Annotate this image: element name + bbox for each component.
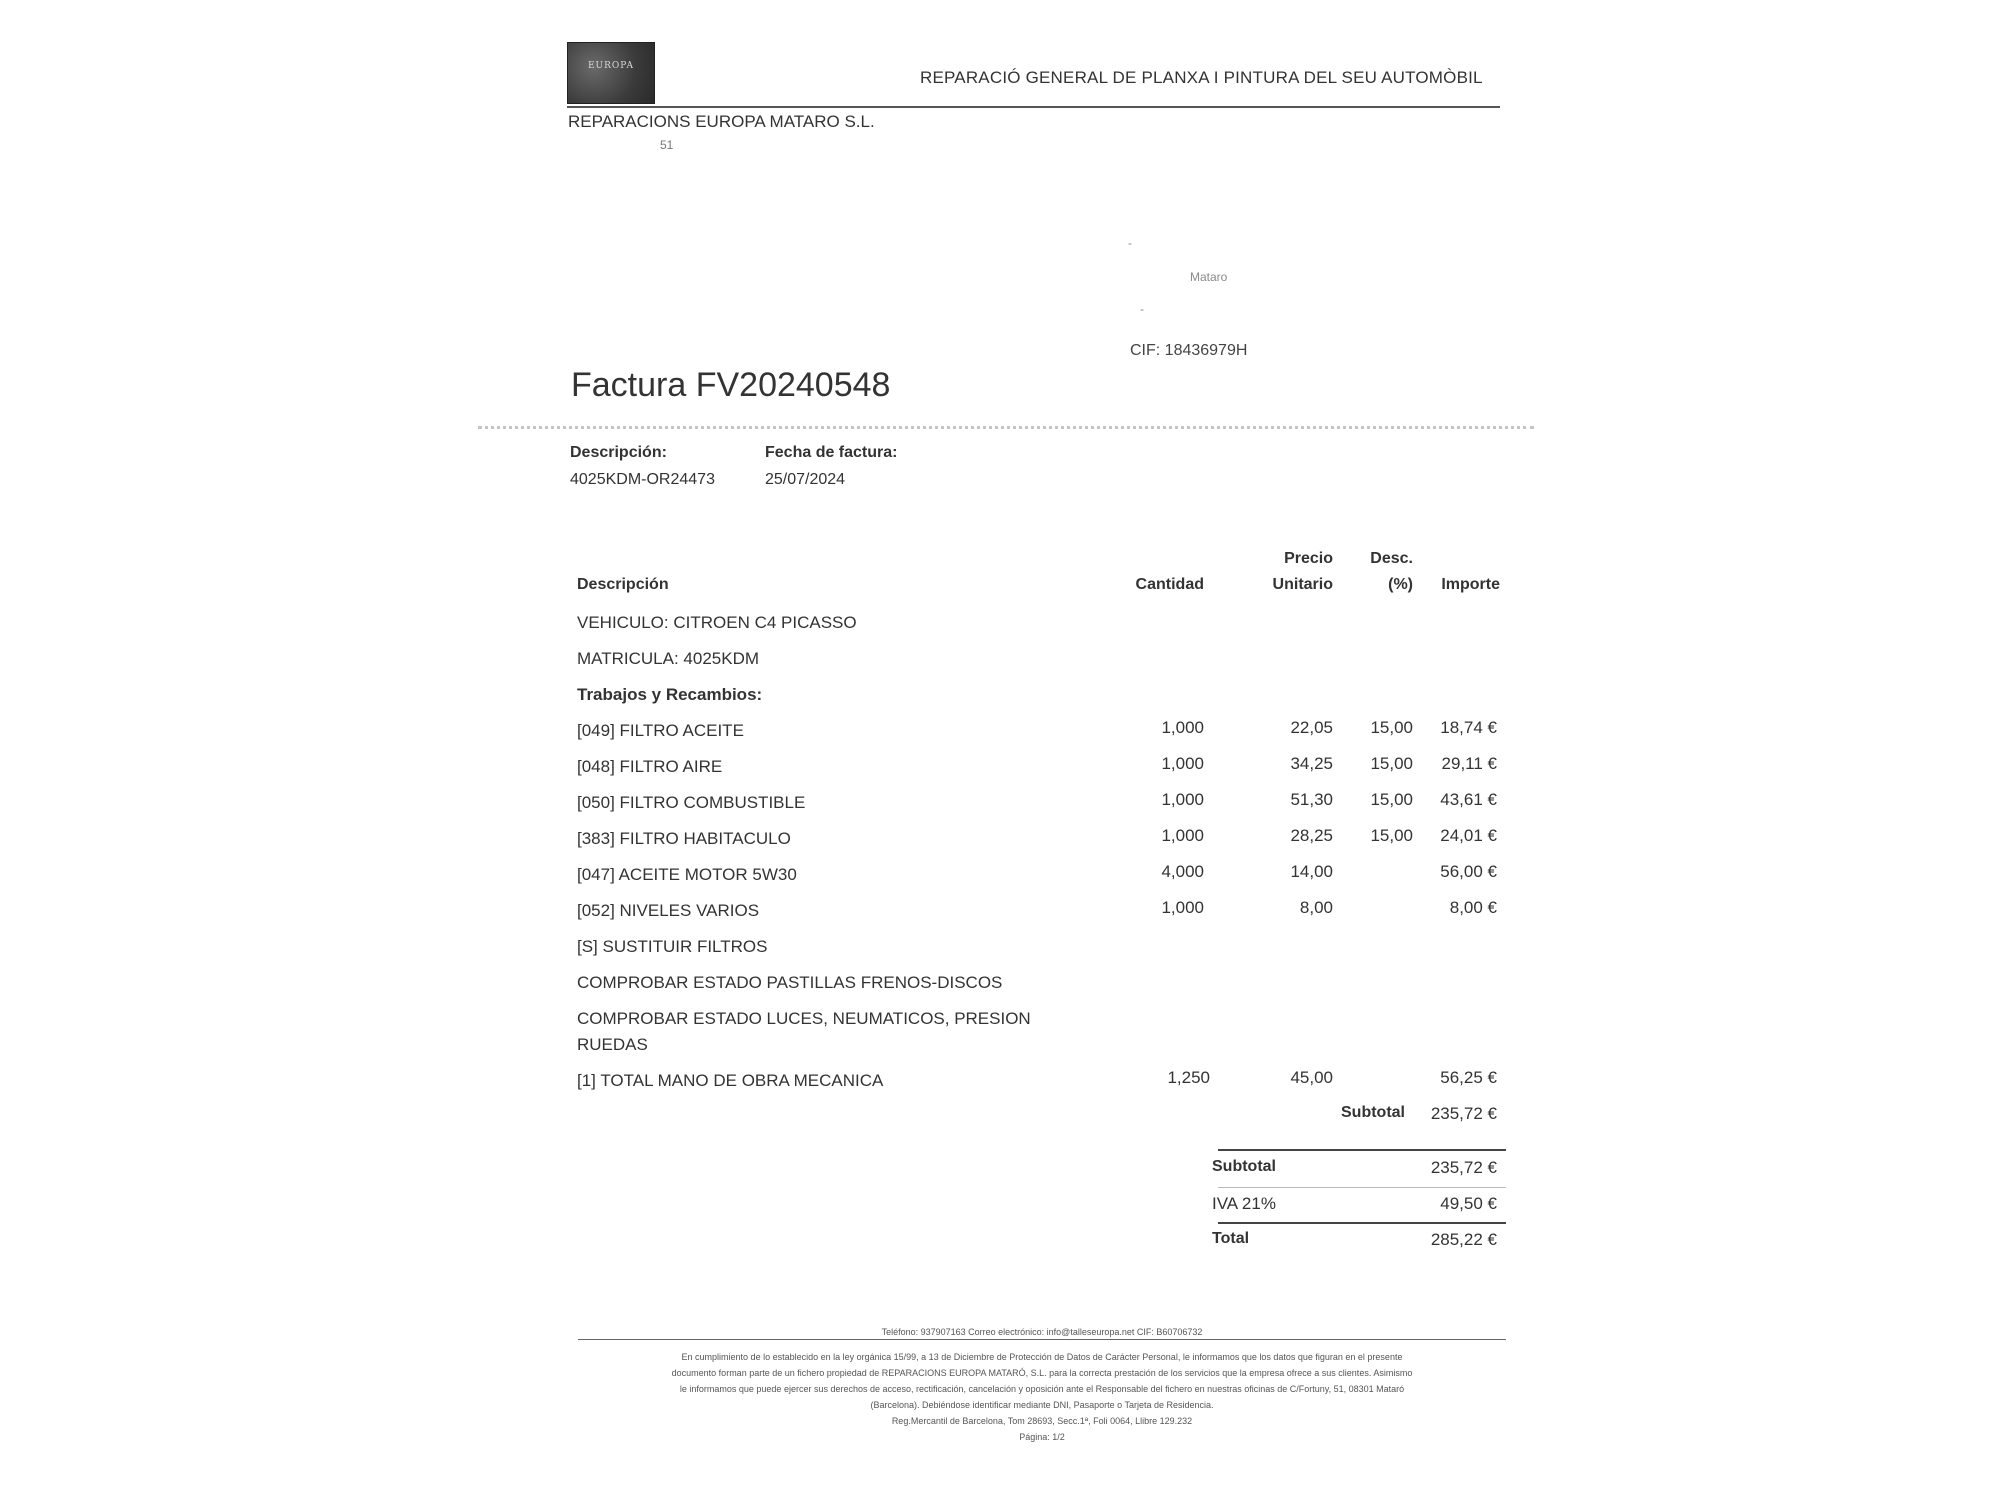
header-tagline: REPARACIÓ GENERAL DE PLANXA I PINTURA DEL SEU AUTOMÒBIL bbox=[920, 68, 1483, 87]
table-subtotal-value: 235,72 € bbox=[1430, 1104, 1497, 1123]
col-header-discount-line1: Desc. bbox=[1370, 550, 1413, 567]
title-divider bbox=[478, 426, 1534, 429]
row-item-price: 51,30 bbox=[1290, 790, 1333, 809]
invoice-date-value: 25/07/2024 bbox=[765, 471, 846, 488]
logo-text: EUROPA bbox=[587, 61, 635, 71]
row-item-amount: 56,00 € bbox=[1440, 862, 1497, 881]
row-item-discount: 15,00 bbox=[1370, 790, 1413, 809]
totals-total-label: Total bbox=[1212, 1230, 1250, 1247]
row-item-price: 14,00 bbox=[1290, 862, 1333, 881]
row-item-amount: 8,00 € bbox=[1449, 898, 1497, 917]
totals-top-rule bbox=[1218, 1149, 1506, 1151]
row-item-qty: 1,000 bbox=[1161, 754, 1204, 773]
totals-vat-value: 49,50 € bbox=[1440, 1194, 1497, 1213]
row-item-amount: 29,11 € bbox=[1441, 754, 1497, 773]
row-labor-amount: 56,25 € bbox=[1440, 1068, 1497, 1087]
totals-subtotal-value: 235,72 € bbox=[1430, 1158, 1497, 1177]
row-item-desc: [050] FILTRO COMBUSTIBLE bbox=[577, 793, 806, 812]
row-item-desc: [048] FILTRO AIRE bbox=[577, 757, 723, 776]
row-task-desc: COMPROBAR ESTADO PASTILLAS FRENOS-DISCOS bbox=[577, 973, 1003, 992]
row-item-qty: 1,000 bbox=[1161, 718, 1204, 737]
row-plate-desc: MATRICULA: 4025KDM bbox=[577, 649, 760, 668]
row-vehicle-desc: VEHICULO: CITROEN C4 PICASSO bbox=[577, 613, 857, 632]
row-task-desc: COMPROBAR ESTADO LUCES, NEUMATICOS, PRESION RUEDAS bbox=[577, 1009, 1031, 1054]
row-item-price: 8,00 bbox=[1299, 898, 1333, 917]
row-item-qty: 1,000 bbox=[1161, 826, 1204, 845]
col-header-price-line1: Precio bbox=[1284, 550, 1333, 567]
footer-legal-line-1: En cumplimiento de lo establecido en la ley orgánica 15/99, a 13 de Diciembre de Protección de Datos de Carácter Personal, le informamos que los datos que figuran en el presente bbox=[681, 1352, 1403, 1362]
row-item-discount: 15,00 bbox=[1370, 718, 1413, 737]
col-header-quantity: Cantidad bbox=[1135, 576, 1204, 593]
client-line-3: - bbox=[1140, 302, 1144, 316]
invoice-date-label: Fecha de factura: bbox=[765, 444, 898, 461]
row-item-desc: [383] FILTRO HABITACULO bbox=[577, 829, 791, 848]
client-line-2: Mataro bbox=[1190, 270, 1228, 284]
company-name: REPARACIONS EUROPA MATARO S.L. bbox=[568, 112, 875, 131]
row-labor-desc: [1] TOTAL MANO DE OBRA MECANICA bbox=[577, 1071, 884, 1090]
row-item-qty: 4,000 bbox=[1161, 862, 1204, 881]
row-item-price: 34,25 bbox=[1290, 754, 1333, 773]
row-item-amount: 24,01 € bbox=[1440, 826, 1497, 845]
row-item-price: 22,05 bbox=[1290, 718, 1333, 737]
client-cif: CIF: 18436979H bbox=[1130, 342, 1248, 359]
row-item-amount: 18,74 € bbox=[1440, 718, 1497, 737]
col-header-amount: Importe bbox=[1441, 576, 1500, 593]
totals-vat-label: IVA 21% bbox=[1212, 1194, 1276, 1213]
row-item-discount: 15,00 bbox=[1370, 826, 1413, 845]
totals-subtotal-label: Subtotal bbox=[1212, 1158, 1276, 1175]
client-line-1: - bbox=[1128, 236, 1132, 250]
footer-legal-line-4: (Barcelona). Debiéndose identificar mediante DNI, Pasaporte o Tarjeta de Residencia. bbox=[870, 1400, 1214, 1410]
row-item-qty: 1,000 bbox=[1161, 790, 1204, 809]
row-labor-price: 45,00 bbox=[1290, 1068, 1333, 1087]
description-label: Descripción: bbox=[570, 444, 667, 461]
footer-legal-line-2: documento forman parte de un fichero propiedad de REPARACIONS EUROPA MATARÓ, S.L. para la correcta prestación de los servicios que la empresa ofrece a sus clientes. Asimismo bbox=[671, 1368, 1413, 1378]
row-item-desc: [047] ACEITE MOTOR 5W30 bbox=[577, 865, 797, 884]
row-item-amount: 43,61 € bbox=[1440, 790, 1497, 809]
totals-mid-rule bbox=[1218, 1187, 1506, 1188]
header-divider bbox=[567, 106, 1500, 108]
row-item-qty: 1,000 bbox=[1161, 898, 1204, 917]
row-item-desc: [052] NIVELES VARIOS bbox=[577, 901, 760, 920]
col-header-description: Descripción bbox=[577, 576, 669, 593]
footer-contact: Teléfono: 937907163 Correo electrónico: info@talleseuropa.net CIF: B60706732 bbox=[881, 1327, 1203, 1337]
footer-page-number: Página: 1/2 bbox=[1019, 1432, 1065, 1442]
footer-legal-line-3: le informamos que puede ejercer sus derechos de acceso, rectificación, cancelación y oposición ante el Responsable del fichero en nuestras oficinas de C/Fortuny, 51, 08301 Mataró bbox=[679, 1384, 1405, 1394]
row-task-desc: [S] SUSTITUIR FILTROS bbox=[577, 937, 768, 956]
row-item-desc: [049] FILTRO ACEITE bbox=[577, 721, 744, 740]
table-subtotal-label: Subtotal bbox=[1341, 1104, 1405, 1121]
col-header-discount-line2: (%) bbox=[1388, 576, 1413, 593]
totals-total-value: 285,22 € bbox=[1430, 1230, 1497, 1249]
row-item-discount: 15,00 bbox=[1370, 754, 1413, 773]
row-labor-qty: 1,250 bbox=[1167, 1068, 1210, 1087]
company-logo bbox=[567, 42, 655, 104]
row-section-heading: Trabajos y Recambios: bbox=[577, 685, 763, 704]
description-value: 4025KDM-OR24473 bbox=[570, 471, 715, 488]
row-item-price: 28,25 bbox=[1290, 826, 1333, 845]
footer-registry: Reg.Mercantil de Barcelona, Tom 28693, Secc.1ª, Foli 0064, Llibre 129.232 bbox=[891, 1416, 1193, 1426]
invoice-title: Factura FV20240548 bbox=[571, 366, 891, 404]
totals-total-rule bbox=[1218, 1222, 1506, 1224]
col-header-price-line2: Unitario bbox=[1272, 576, 1333, 593]
company-address-mark: 51 bbox=[660, 138, 674, 152]
